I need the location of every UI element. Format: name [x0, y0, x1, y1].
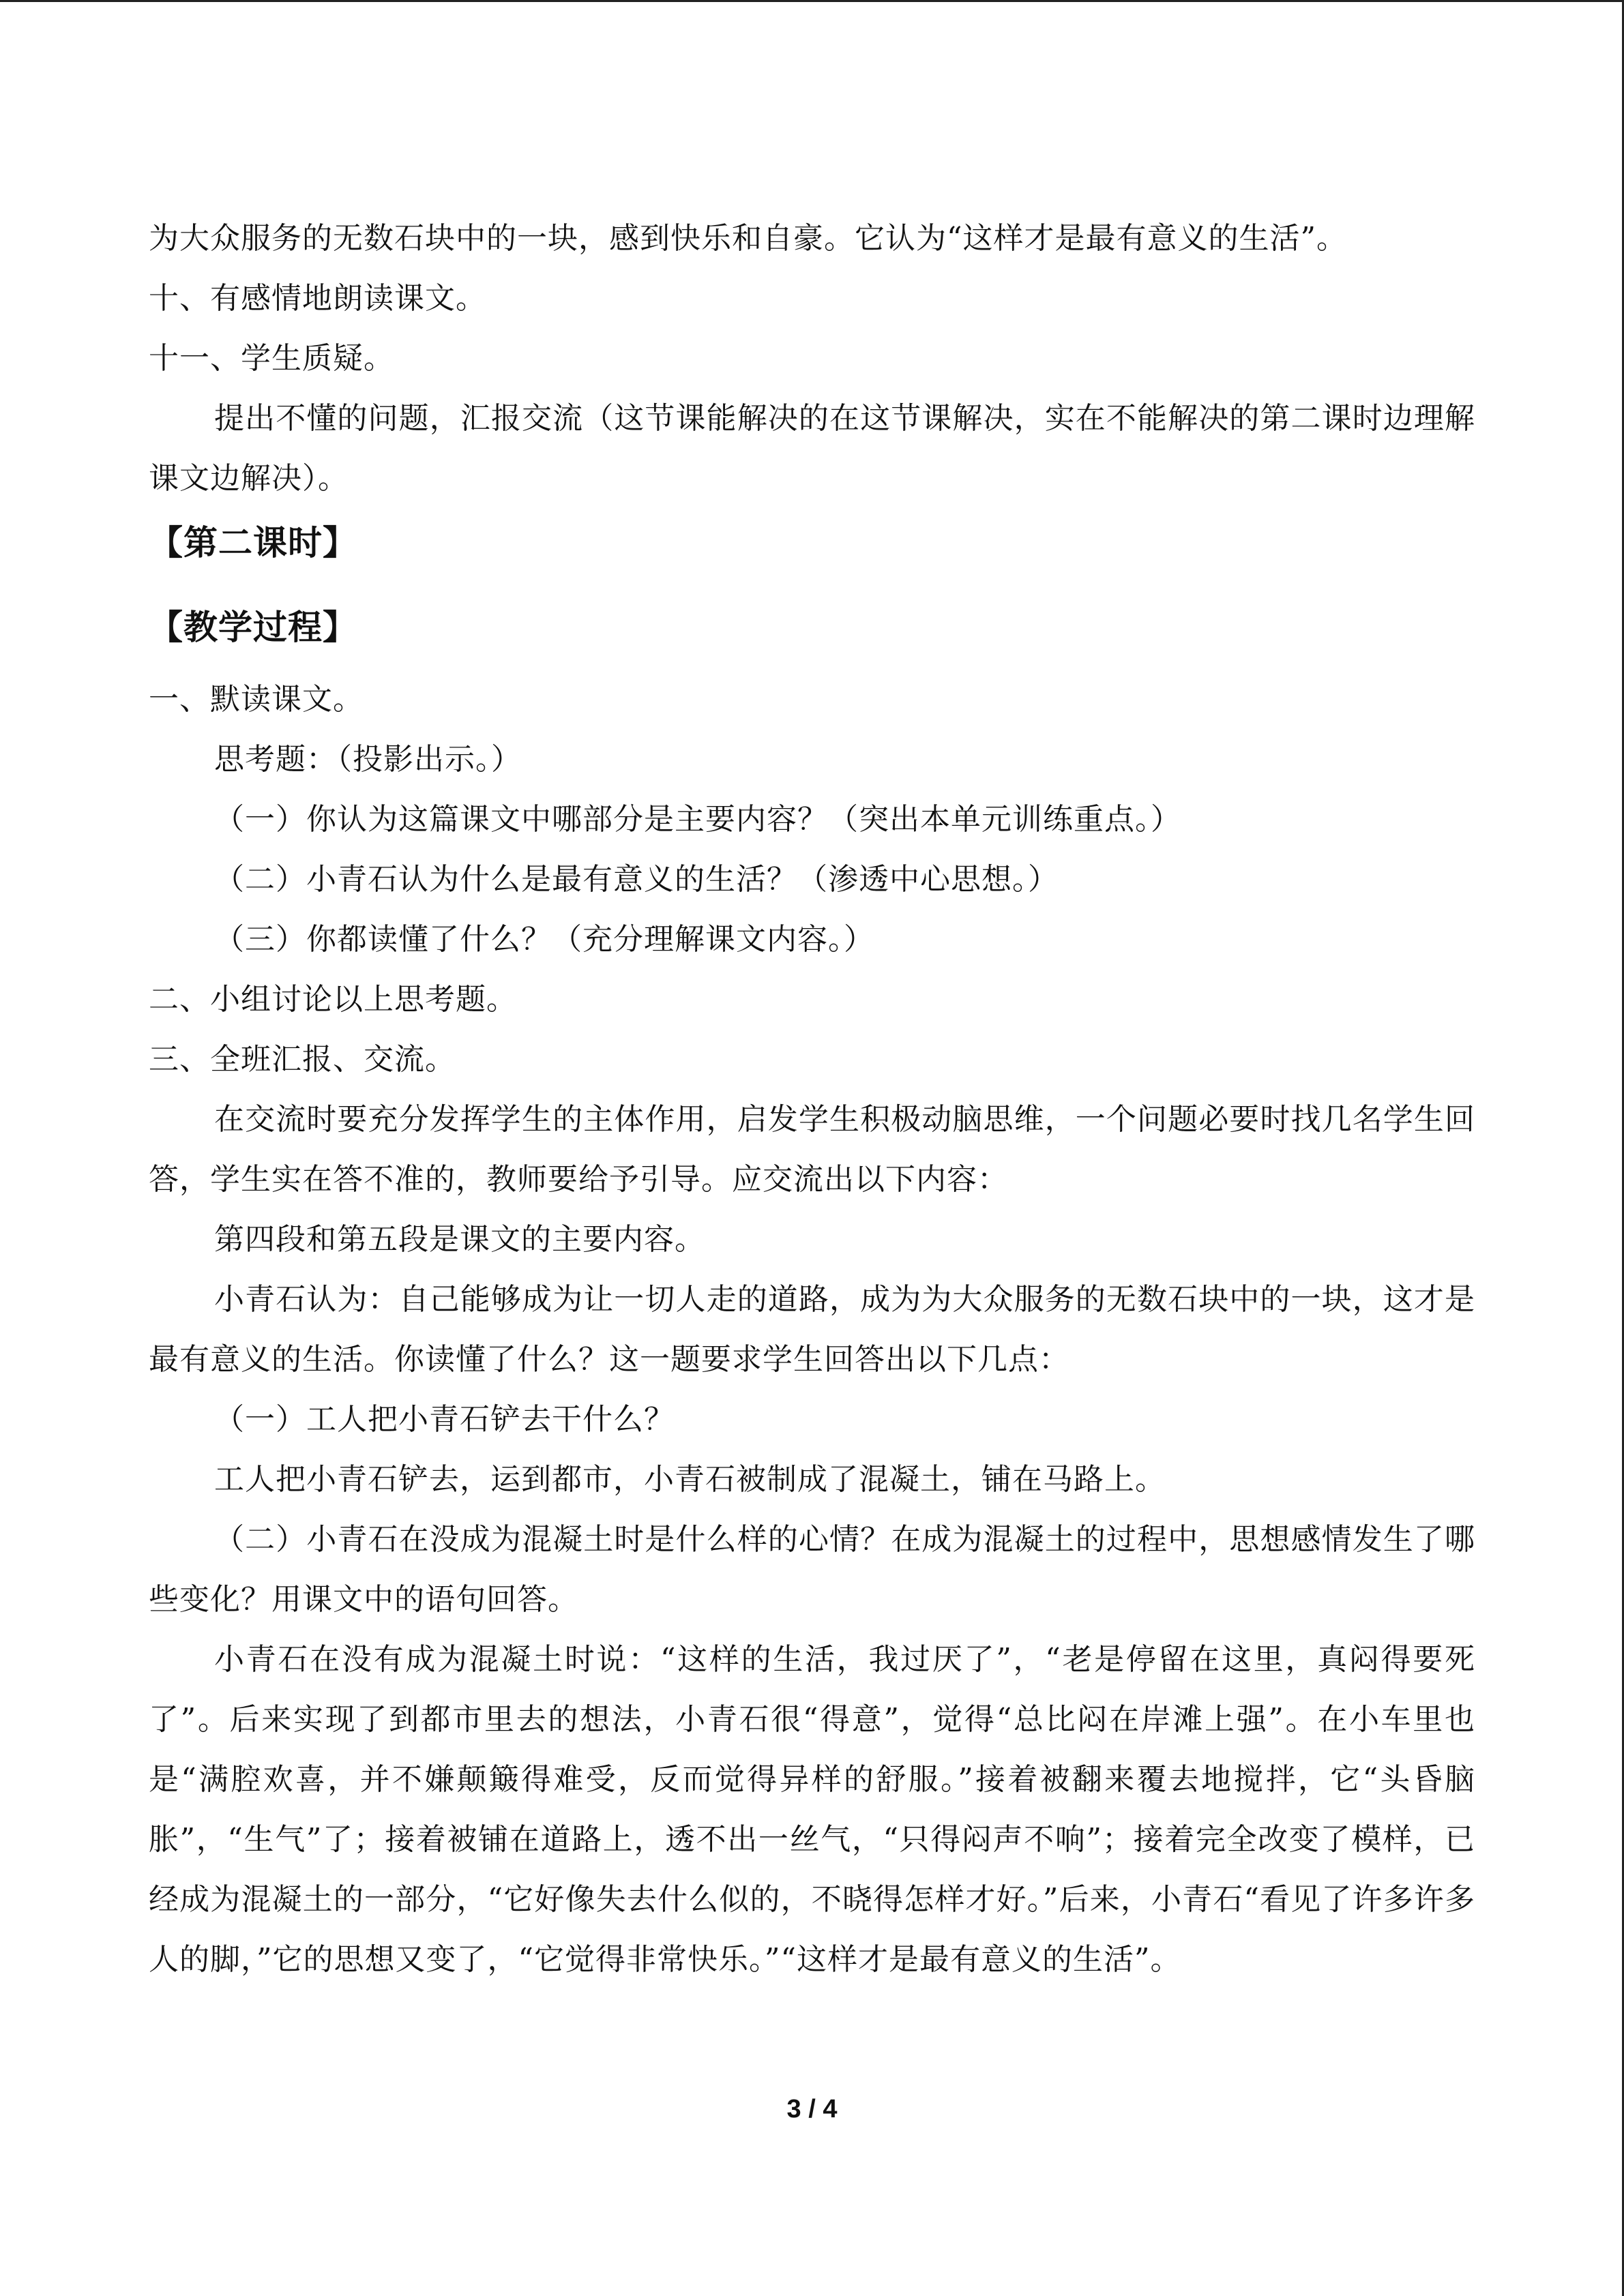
page-border-top	[0, 0, 1624, 2]
heading-teaching-process: 【教学过程】	[149, 608, 357, 647]
sub-question-one: （一）工人把小青石铲去干什么？	[214, 1402, 675, 1437]
step-one: 一、默读课文。	[149, 682, 364, 717]
paragraph-questions: 提出不懂的问题，汇报交流（这节课能解决的在这节课解决，实在不能解决的第二课时边理解课文边解决）。	[149, 401, 1475, 496]
step-two: 二、小组讨论以上思考题。	[149, 982, 517, 1017]
main-content-note: 第四段和第五段是课文的主要内容。	[214, 1222, 705, 1257]
page-number: 3 / 4	[786, 2095, 838, 2123]
text-line: 为大众服务的无数石块中的一块，感到快乐和自豪。它认为“这样才是最有意义的生活”。	[149, 221, 1347, 256]
question-three: （三）你都读懂了什么？（充分理解课文内容。）	[214, 922, 874, 957]
paragraph-meaning: 小青石认为：自己能够成为让一切人走的道路，成为为大众服务的无数石块中的一块，这才是最有意义的生活。你读懂了什么？这一题要求学生回答出以下几点：	[149, 1282, 1475, 1377]
step-three: 三、全班汇报、交流。	[149, 1042, 456, 1077]
question-one: （一）你认为这篇课文中哪部分是主要内容？（突出本单元训练重点。）	[214, 802, 1181, 837]
answer-two: 小青石在没有成为混凝土时说：“这样的生活，我过厌了”，“老是停留在这里，真闷得要死了”。后来实现了到都市里去的想法，小青石很“得意”，觉得“总比闷在岸滩上强”。在小车里也是“满腔欢喜，并不嫌颠簸得难受，反而觉得异样的舒服。”接着被翻来覆去地搅拌，它“头昏脑胀”，“生气”了；接着被铺在道路上，透不出一丝气，“只得闷声不响”；接着完全改变了模样，已经成为混凝土的一部分，“它好像失去什么似的，不晓得怎样才好。”后来，小青石“看见了许多许多人的脚，”它的思想又变了，“它觉得非常快乐。”“这样才是最有意义的生活”。	[149, 1642, 1475, 1977]
paragraph-exchange: 在交流时要充分发挥学生的主体作用，启发学生积极动脑思维，一个问题必要时找几名学生回答，学生实在答不准的，教师要给予引导。应交流出以下内容：	[149, 1102, 1475, 1197]
document-body	[149, 209, 1475, 1990]
question-two: （二）小青石认为什么是最有意义的生活？（渗透中心思想。）	[214, 862, 1059, 897]
thinking-questions: 思考题：（投影出示。）	[214, 742, 522, 777]
heading-second-lesson: 【第二课时】	[149, 523, 357, 563]
item-eleven: 十一、学生质疑。	[149, 341, 394, 376]
sub-question-two: （二）小青石在没成为混凝土时是什么样的心情？在成为混凝土的过程中，思想感情发生了哪些变化？用课文中的语句回答。	[149, 1522, 1475, 1617]
answer-one: 工人把小青石铲去，运到都市，小青石被制成了混凝土，铺在马路上。	[214, 1462, 1166, 1497]
item-ten: 十、有感情地朗读课文。	[149, 281, 486, 316]
